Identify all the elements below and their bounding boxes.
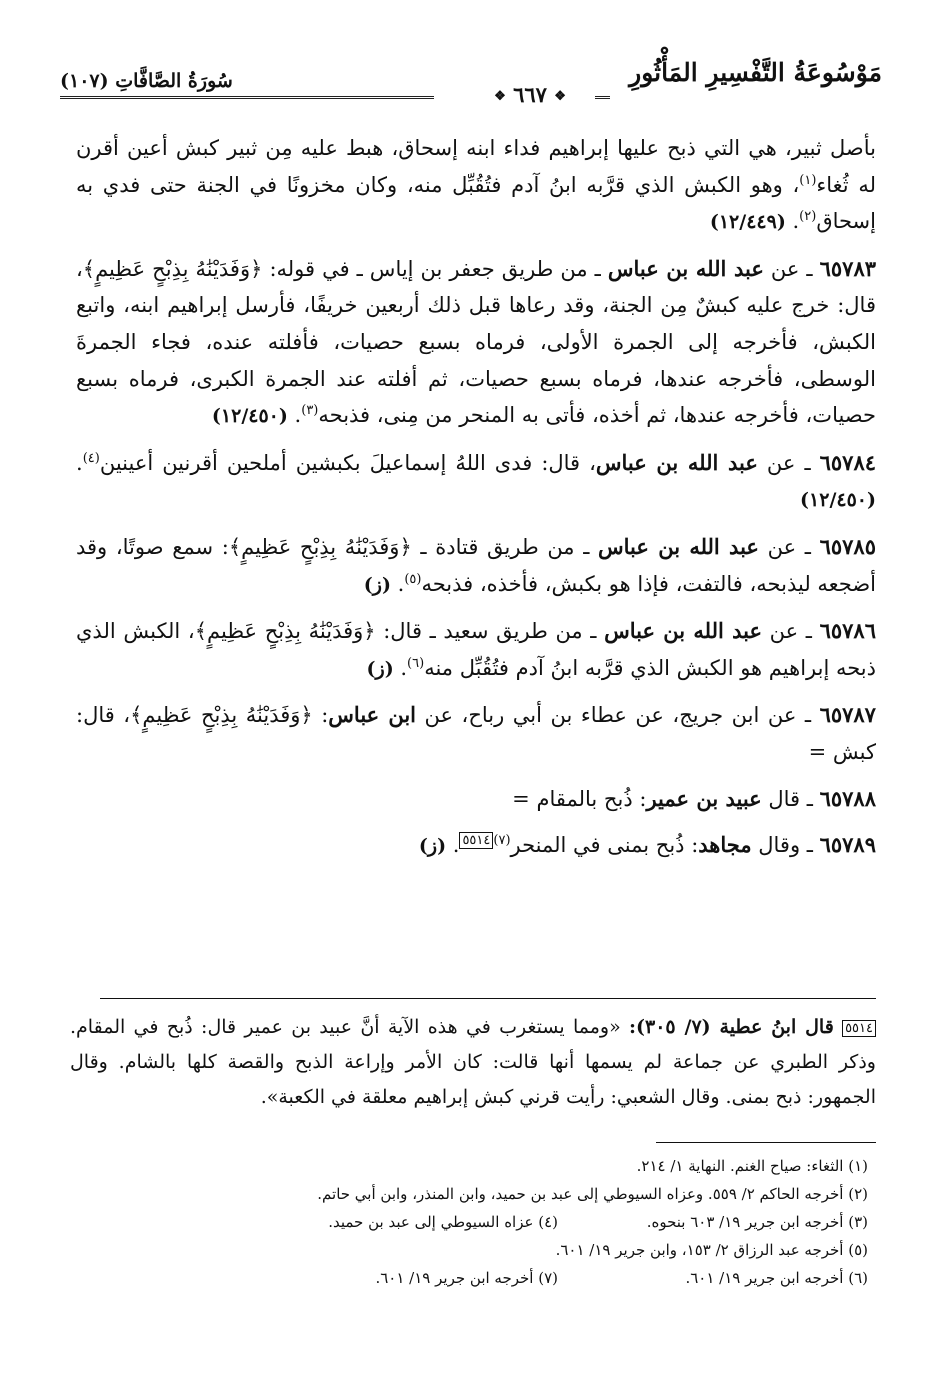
- paragraph-text: بأصل ثبير، هي التي ذبح عليها إبراهيم فداء ابنه إسحاق، هبط عليه مِن ثبير كبش أعين أقرن له ثُغاء: [76, 136, 876, 197]
- entry-number: ٦٥٧٨٧: [819, 702, 876, 728]
- footnote: (١) الثغاء: صياح الغنم. النهاية ١/ ٢١٤.: [636, 1157, 868, 1175]
- surah-title: سُورَةُ الصَّافَّاتِ (١٠٧): [60, 70, 233, 92]
- entry-text: : ذُبح بالمقام =: [512, 786, 647, 811]
- footnote-marker: (٤): [82, 450, 100, 466]
- quran-verse: ﴿وَفَدَيْنَٰهُ بِذِبْحٍ عَظِيمٍ﴾: [228, 534, 412, 559]
- footnote: (٣) أخرجه ابن جرير ١٩/ ٦٠٣ بنحوه.: [646, 1213, 868, 1231]
- narrator-name: مجاهد: [698, 832, 752, 858]
- volume-reference: (١٢/٤٥٠): [800, 489, 876, 512]
- entry-text: :: [312, 703, 329, 728]
- paragraph-continuation: بأصل ثبير، هي التي ذبح عليها إبراهيم فداء ابنه إسحاق، هبط عليه مِن ثبير كبش أعين أقرن له ثُغاء$^{(١)}$، وهو الكبش الذي قرَّبه ابنُ آدم فتُقُبِّل منه، وكان مخزونًا في الجنة حتى فدي به إسحاق$^{(٢)}$. (١٢/٤٤٩): [76, 136, 876, 234]
- footnote-marker: (٥): [404, 571, 422, 587]
- volume-reference: (ز): [418, 835, 447, 858]
- paragraph-text: ، وهو الكبش الذي قرَّبه ابنُ آدم فتُقُبِّل منه، وكان مخزونًا في الجنة حتى فدي به إسحاق: [76, 172, 876, 234]
- entry-text: : ذُبح بمنى في المنحر: [510, 833, 699, 858]
- entry-text: ، الكبش الذي ذبحه إبراهيم هو الكبش الذي قرَّبه ابنُ آدم فتُقُبِّل منه: [76, 619, 876, 680]
- entry-number: ٦٥٧٨٣: [819, 255, 877, 281]
- footnotes: [220, 1152, 868, 1292]
- entry-number: ٦٥٧٨٤: [819, 449, 877, 475]
- running-header: [60, 58, 882, 110]
- commentary-number: ٥٥١٤: [842, 1020, 876, 1037]
- entry-text: ـ عن: [763, 256, 820, 281]
- quran-verse: ﴿وَفَدَيْنَٰهُ بِذِبْحٍ عَظِيمٍ﴾: [82, 256, 263, 281]
- commentary-source: قال ابنُ عطية (٧/ ٣٠٥):: [628, 1016, 834, 1038]
- main-text: [76, 130, 876, 875]
- quran-verse: ﴿وَفَدَيْنَٰهُ بِذِبْحٍ عَظِيمٍ﴾: [194, 619, 376, 644]
- entry-number: ٦٥٧٨٥: [819, 533, 876, 559]
- narrator-name: عبد الله بن عباس: [598, 533, 759, 559]
- entry-number: ٦٥٧٨٩: [819, 832, 876, 858]
- footnote-marker: (١): [799, 172, 817, 188]
- ornament-icon: ❖: [494, 89, 506, 104]
- entry-text: ـ عن: [757, 450, 820, 475]
- commentary-note: [70, 1010, 876, 1115]
- page-number-block: [480, 82, 580, 107]
- entry-text: ـ عن: [758, 534, 820, 559]
- header-rule-left: [60, 96, 434, 99]
- narrator-name: ابن عباس: [328, 702, 417, 728]
- footnote-marker: (٦): [407, 655, 425, 671]
- ornament-icon: ❖: [554, 89, 566, 104]
- entry-number: ٦٥٧٨٦: [819, 618, 876, 644]
- narration-entry: ٦٥٧٨٤ ـ عن عبد الله بن عباس، قال: فدى اللهُ إسماعيلَ بكبشين أملحين أقرنين أعينين$^{(٤)}$. (١٢/٤٥٠): [76, 449, 877, 512]
- footnote: (٢) أخرجه الحاكم ٢/ ٥٥٩. وعزاه السيوطي إلى عبد بن حميد، وابن المنذر، وابن أبي حاتم.: [317, 1185, 868, 1203]
- narrator-name: عبيد بن عمير: [646, 785, 762, 811]
- footnote: (٤) عزاه السيوطي إلى عبد بن حميد.: [328, 1213, 558, 1231]
- entry-text: ـ من طريق جعفر بن إياس ـ في قوله:: [262, 256, 608, 281]
- footnote: (٥) أخرجه عبد الرزاق ٢/ ١٥٣، وابن جرير ١٩/ ٦٠١.: [555, 1241, 868, 1259]
- entry-text: ، قال: كبش =: [76, 703, 876, 764]
- narrator-name: عبد الله بن عباس: [595, 449, 758, 475]
- footnote-marker: (٢): [799, 209, 817, 225]
- entry-text: ـ قال: [761, 786, 820, 811]
- narrator-name: عبد الله بن عباس: [604, 618, 762, 644]
- narration-entry: [76, 697, 876, 770]
- volume-reference: (ز): [363, 573, 391, 596]
- narrator-name: عبد الله بن عباس: [607, 255, 764, 281]
- entry-text: ، قال: فدى اللهُ إسماعيلَ بكبشين أملحين أقرنين أعينين: [99, 450, 596, 475]
- volume-reference: (١٢/٤٤٩): [709, 211, 786, 234]
- quran-verse: ﴿وَفَدَيْنَٰهُ بِذِبْحٍ عَظِيمٍ﴾: [130, 703, 313, 728]
- entry-text: ـ من طريق قتادة ـ: [411, 534, 599, 559]
- header-rule-right: [595, 96, 610, 99]
- commentary-divider: [100, 998, 876, 999]
- commentary-text: «ومما يستغرب في هذه الآية أنَّ عبيد بن عمير قال: ذُبح في المقام. وذكر الطبري عن جماعة لم يسمها أنها قالت: كان الأمر وإراعة الذبح والقصة كلها بالشام. وقال الجمهور: ذبح بمنى. وقال الشعبي: رأيت قرني كبش إبراهيم معلقة في الكعبة».: [70, 1016, 876, 1108]
- entry-text: ، قال: خرج عليه كبشٌ مِن الجنة، وقد رعاها قبل ذلك أربعين خريفًا، فأرسل إبراهيم ابنه، واتبع الكبش، فأخرجه إلى الجمرة الأولى، فرماه بسبع حصيات، فأفلته عنده، فجاء الجمرةَ الوسطى، فأخرجه عندها، فرماه بسبع حصيات، ثم أفلته عند الجمرة الكبرى، فرماه بسبع حصيات، فأخرجه عندها، ثم أخذه، فأتى به المنحر من مِنى، فذبحه: [76, 256, 876, 428]
- narration-entry: ٦٥٧٨٦ ـ عن عبد الله بن عباس ـ من طريق سعيد ـ قال: ﴿وَفَدَيْنَٰهُ بِذِبْحٍ عَظِيمٍ﴾، الكبش الذي ذبحه إبراهيم هو الكبش الذي قرَّبه ابنُ آدم فتُقُبِّل منه$^{(٦)}$. (ز): [76, 618, 876, 680]
- footnote-marker: (٧): [493, 833, 511, 849]
- entry-text: ـ عن: [762, 619, 820, 644]
- entry-text: ـ من طريق سعيد ـ قال:: [375, 619, 605, 644]
- footnote: (٦) أخرجه ابن جرير ١٩/ ٦٠١.: [685, 1269, 868, 1287]
- entry-text: ـ وقال: [751, 833, 820, 858]
- entry-number: ٦٥٧٨٨: [819, 785, 876, 811]
- volume-reference: (ز): [366, 657, 394, 680]
- book-title: مَوْسُوعَةُ التَّفْسِيرِ المَأْثُورِ: [629, 58, 882, 87]
- footnote-marker: (٣): [301, 403, 319, 419]
- footnote: (٧) أخرجه ابن جرير ١٩/ ٦٠١.: [375, 1269, 558, 1287]
- volume-reference: (١٢/٤٥٠): [211, 405, 288, 428]
- commentary-marker: ٥٥١٤: [459, 832, 493, 849]
- narration-entry: ٦٥٧٨٥ ـ عن عبد الله بن عباس ـ من طريق قتادة ـ ﴿وَفَدَيْنَٰهُ بِذِبْحٍ عَظِيمٍ﴾: سمع صوتًا، وقد أضجعه ليذبحه، فالتفت، فإذا هو بكبش، فأخذه، فذبحه$^{(٥)}$. (ز): [76, 533, 876, 596]
- narration-entry: ٦٥٧٨٩ ـ وقال مجاهد: ذُبح بمنى في المنحر$^{(٧)}$٥٥١٤. (ز): [418, 832, 876, 858]
- entry-text: : سمع صوتًا، وقد أضجعه ليذبحه، فالتفت، فإذا هو بكبش، فأخذه، فذبحه: [76, 534, 876, 596]
- narration-entry: ٦٥٧٨٣ ـ عن عبد الله بن عباس ـ من طريق جعفر بن إياس ـ في قوله: ﴿وَفَدَيْنَٰهُ بِذِبْحٍ عَظِيمٍ﴾، قال: خرج عليه كبشٌ مِن الجنة، وقد رعاها قبل ذلك أربعين خريفًا، فأرسل إبراهيم ابنه، واتبع الكبش، فأخرجه إلى الجمرة الأولى، فرماه بسبع حصيات، فأفلته عنده، فجاء الجمرةَ الوسطى، فأخرجه عندها، فرماه بسبع حصيات، ثم أفلته عند الجمرة الكبرى، فرماه بسبع حصيات، فأخرجه عندها، ثم أخذه، فأتى به المنحر من مِنى، فذبحه$^{(٣)}$. (١٢/٤٥٠): [76, 255, 877, 428]
- page-number: ٦٦٧: [513, 82, 547, 107]
- entry-text: ـ عن ابن جريج، عن عطاء بن أبي رباح، عن: [416, 703, 820, 728]
- footnote-divider: [656, 1142, 876, 1143]
- narration-entry: [76, 781, 876, 818]
